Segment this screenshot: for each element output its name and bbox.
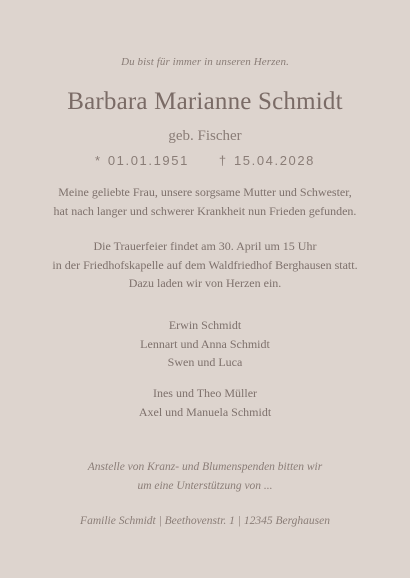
mourners-group-2 [0,384,410,421]
funeral-line: in der Friedhofskapelle auf dem Waldfriedhof Berghausen statt. [52,257,358,272]
mourner-name: Swen und Luca [167,355,243,369]
death-date: † 15.04.2028 [218,153,316,168]
mourner-name: Lennart und Anna Schmidt [140,336,270,351]
deceased-name: Barbara Marianne Schmidt [67,88,343,115]
donation-line: um eine Unterstützung von ... [137,480,273,492]
life-dates [0,153,410,168]
donation-line: Anstelle von Kranz- und Blumenspenden bitten wir [87,461,323,473]
funeral-line: Die Trauerfeier findet am 30. April um 15 Uhr [93,239,317,253]
announcement-line: hat nach langer und schwerer Krankheit nun Frieden gefunden. [53,203,357,218]
birth-date: * 01.01.1951 [94,153,189,168]
maiden-name: geb. Fischer [168,128,242,144]
announcement-line: Meine geliebte Frau, unsere sorgsame Mutter und Schwester, [58,185,352,199]
funeral-line: Dazu laden wir von Herzen ein. [128,276,282,290]
announcement-text [0,183,410,220]
memorial-quote: Du bist für immer in unseren Herzen. [121,56,289,68]
mourner-name: Erwin Schmidt [168,318,242,332]
address-line: Familie Schmidt | Beethovenstr. 1 | 12345 Berghausen [80,515,330,527]
mourners-group-1 [0,316,410,372]
donation-note [0,458,410,496]
family-address [0,512,410,531]
mourner-name: Ines und Theo Müller [152,386,258,400]
mourner-name: Axel und Manuela Schmidt [138,404,272,419]
funeral-details [0,237,410,293]
